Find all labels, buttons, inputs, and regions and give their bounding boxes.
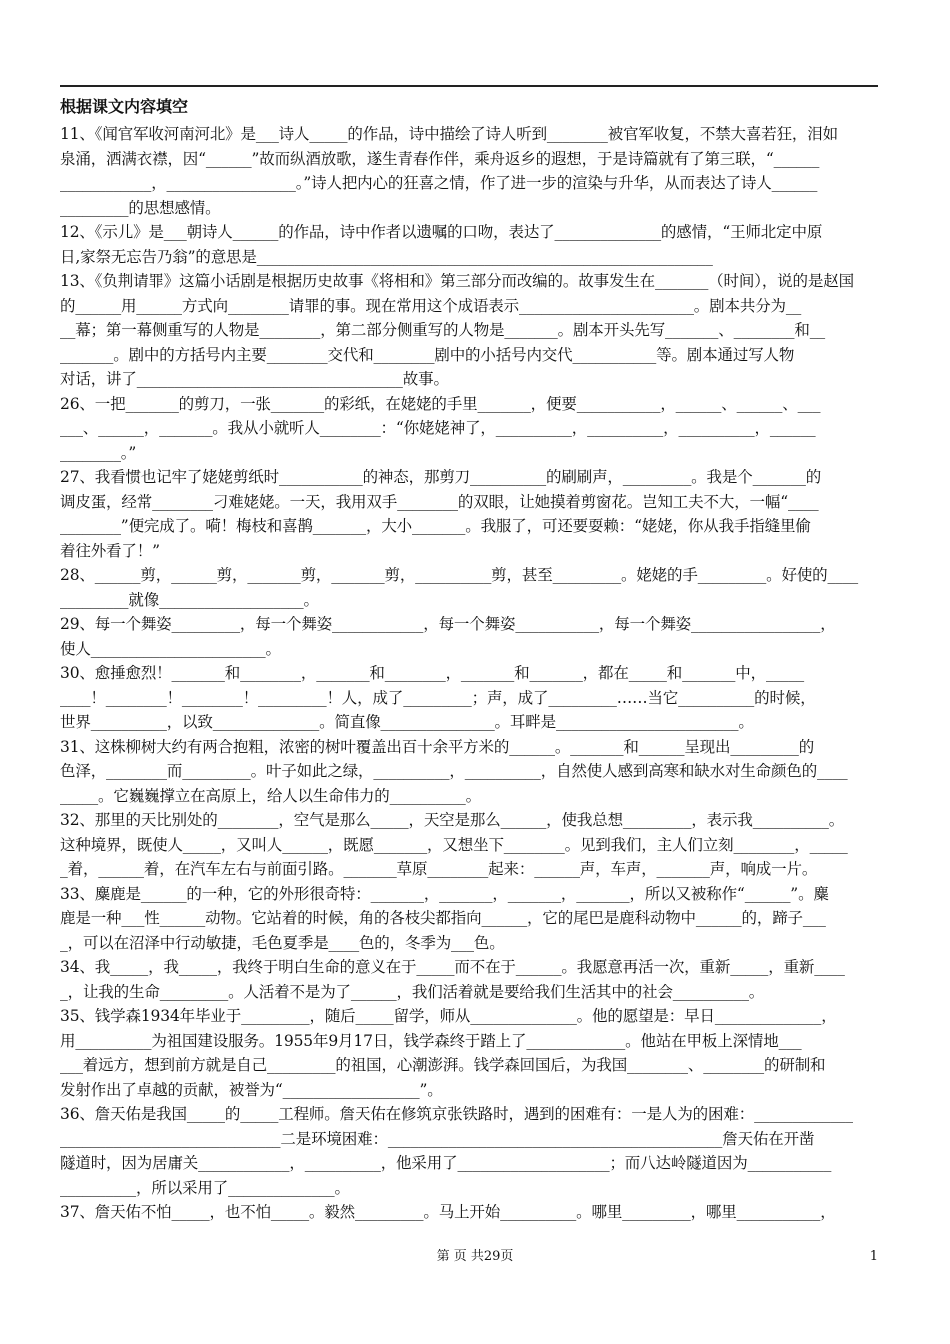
text-line: 着往外看了！”	[60, 541, 160, 560]
section-heading: 根据课文内容填空	[60, 97, 189, 116]
text-line: _，让我的生命_________。人活着不是为了______，我们活着就是要给我们生活其中的社会__________。	[60, 982, 765, 1001]
text-line: 色泽，________而_________。叶子如此之绿，__________，__________，自然使人感到高寒和缺水对生命颜色的____	[60, 762, 848, 780]
text-line: 发射作出了卓越的贡献，被誉为“__________________”。	[60, 1080, 443, 1099]
text-line: _____。它巍巍撑立在高原上，给人以生命伟力的__________。	[60, 786, 482, 805]
text-line: 12、《示儿》是___朝诗人______的作品，诗中作者以遗嘱的口吻，表达了______________的感情，“王师北定中原	[60, 223, 823, 241]
text-line: 31、这株柳树大约有两合抱粗，浓密的树叶覆盖出百十余平方米的______。_______和______呈现出_________的	[60, 737, 815, 756]
text-line: 泉涌，洒满衣襟，因“______”故而纵酒放歌，遂生青春作伴，乘舟返乡的遐想，于是诗篇就有了第三联，“______	[60, 149, 820, 168]
text-line: 鹿是一种___性______动物。它站着的时候，角的各枝尖都指向______，它的尾巴是鹿科动物中______的，蹄子___	[60, 909, 826, 927]
text-line: 33、麋鹿是______的一种，它的外形很奇特：_______，_______，_______，_______，所以又被称作“______”。麋	[60, 884, 829, 903]
text-line: 35、钱学森1934年毕业于_________，随后_____留学，师从______________。他的愿望是：早日______________，	[60, 1007, 837, 1025]
text-line: 日,家祭无忘告乃翁”的意思是____________________________________________________________	[60, 247, 713, 266]
text-line: _着，______着，在汽车左右与前面引路。_______草原________起来：______声，车声，_______声，响成一片。	[60, 860, 818, 878]
text-line: _，可以在沼泽中行动敏捷，毛色夏季是____色的，冬季为___色。	[60, 933, 505, 952]
text-line: 26、一把_______的剪刀，一张_______的彩纸，在姥姥的手里_______，便要___________，______、______、___	[60, 394, 821, 413]
text-line: _____________________________二是环境困难：____________________________________________詹天佑在开凿	[60, 1129, 815, 1148]
page-number: 1	[869, 1249, 878, 1264]
text-line: 29、每一个舞姿_________，每一个舞姿____________，每一个舞姿___________，每一个舞姿_________________，	[60, 615, 836, 633]
page-footer: 第 页 共29页	[436, 1249, 514, 1264]
text-line: 世界__________，以致______________。简直像_______________。耳畔是________________________。	[60, 713, 754, 731]
text-line: 30、愈捶愈烈！_______和________，_______和________，_______和_______，都在_____和_______中，_____	[60, 664, 804, 682]
text-line: 隧道时，因为居庸关____________，__________，他采用了____________________；而八达岭隧道因为___________	[60, 1154, 832, 1172]
text-line: _________就像___________________。	[60, 590, 319, 609]
text-line: __________，所以采用了______________。	[60, 1178, 350, 1197]
fill-in-text-body	[60, 122, 878, 1225]
top-rule	[60, 85, 878, 87]
text-line: 对话，讲了___________________________________故事。	[60, 370, 449, 388]
text-line: 27、我看惯也记牢了姥姥剪纸时___________的神态，那剪刀__________的刷刷声，_________。我是个_______的	[60, 468, 822, 486]
text-line: 11、《闻官军收河南河北》是___诗人_____的作品，诗中描绘了诗人听到________被官军收复，不禁大喜若狂，泪如	[60, 125, 838, 143]
text-line: 36、詹天佑是我国_____的_____工程师。詹天佑在修筑京张铁路时，遇到的困难有：一是人为的困难：_____________	[60, 1105, 853, 1123]
text-line: 32、那里的天比别处的________，空气是那么_____，天空是那么______，使我总想_________，表示我__________。	[60, 811, 845, 829]
text-line: ________”便完成了。嗬！梅枝和喜鹊_______，大小_______。我服了，可还要耍赖：“姥姥，你从我手指缝里偷	[60, 517, 811, 535]
text-line: 调皮蛋，经常________刁难姥姥。一天，我用双手________的双眼，让她摸着剪窗花。岂知工夫不大，一幅“____	[60, 492, 819, 511]
text-line: 用__________为祖国建设服务。1955年9月17日，钱学森终于踏上了_____________。他站在甲板上深情地___	[60, 1031, 802, 1050]
text-line: 37、詹天佑不怕_____，也不怕_____。毅然_________。马上开始__________。哪里_________，哪里___________，	[60, 1203, 836, 1221]
text-line: 的______用______方式向________请罪的事。现在常用这个成语表示_______________________。剧本共分为__	[60, 296, 802, 315]
text-line: 28、______剪，______剪，_______剪，_______剪，__________剪，甚至_________。姥姥的手_________。好使的____	[60, 566, 858, 584]
text-line: ____________，_________________。”诗人把内心的狂喜之情，作了进一步的渲染与升华，从而表达了诗人______	[60, 174, 818, 192]
text-line: __幕；第一幕侧重写的人物是________，第二部分侧重写的人物是_______。剧本开头先写_______、________和__	[60, 321, 825, 339]
text-line: 使人_______________________。	[60, 639, 281, 658]
text-line: _________的思想感情。	[60, 198, 221, 217]
text-line: 这种境界，既使人_____，又叫人______，既愿_______，又想坐下________。见到我们，主人们立刻________，_____	[60, 835, 848, 854]
text-line: ________。”	[60, 443, 137, 462]
text-line: 13、《负荆请罪》这篇小话剧是根据历史故事《将相和》第三部分而改编的。故事发生在_______（时间），说的是赵国	[60, 272, 854, 290]
text-line: ___、______，_______。我从小就听人________：“你姥姥神了，__________，__________，__________，______	[60, 419, 816, 437]
text-line: 34、我_____，我_____，我终于明白生命的意义在于_____而不在于______。我愿意再活一次，重新_____，重新____	[60, 958, 845, 976]
text-line: ____！________！________！_________！人，成了_________；声，成了_________……当它__________的时候，	[60, 688, 816, 707]
text-line: _______。剧中的方括号内主要________交代和________剧中的小括号内交代___________等。剧本通过写人物	[60, 345, 795, 364]
text-line: ___着远方，想到前方就是自己_________的祖国，心潮澎湃。钱学森回国后，为我国________、________的研制和	[60, 1056, 826, 1074]
